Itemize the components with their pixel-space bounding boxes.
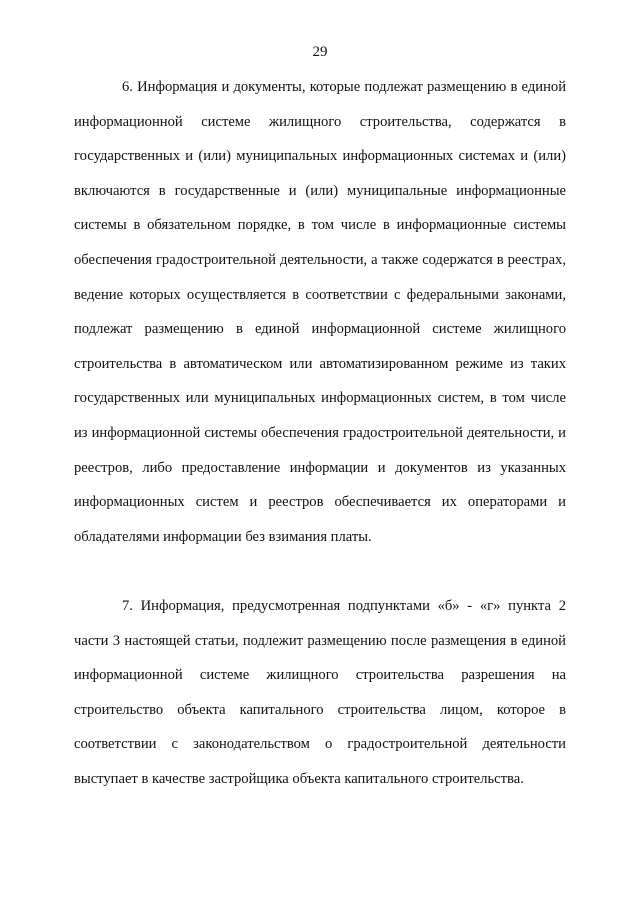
paragraph-7: 7. Информация, предусмотренная подпунктами «б» - «г» пункта 2 части 3 настоящей статьи, подлежит размещению после размещения в единой информационной системе жилищного строительства разрешения на строительство объекта капитального строительства лицом, которое в соответствии с законодательством о градостроительной деятельности выступает в качестве застройщика объекта капитального строительства. [74, 598, 566, 787]
paragraph-6: 6. Информация и документы, которые подлежат размещению в единой информационной системе жилищного строительства, содержатся в государственных и (или) муниципальных информационных системах и (или) включаются в государственные и (или) муниципальные информационные системы в обязательном порядке, в том числе в информационные системы обеспечения градостроительной деятельности, а также содержатся в реестрах, ведение которых осуществляется в соответствии с федеральными законами, подлежат размещению в единой информационной системе жилищного строительства в автоматическом или автоматизированном режиме из таких государственных или муниципальных информационных систем, в том числе из информационной системы обеспечения градостроительной деятельности, и реестров, либо предоставление информации и документов из указанных информационных систем и реестров обеспечивается их операторами и обладателями информации без взимания платы. [74, 79, 566, 545]
page-number: 29 [312, 44, 328, 60]
